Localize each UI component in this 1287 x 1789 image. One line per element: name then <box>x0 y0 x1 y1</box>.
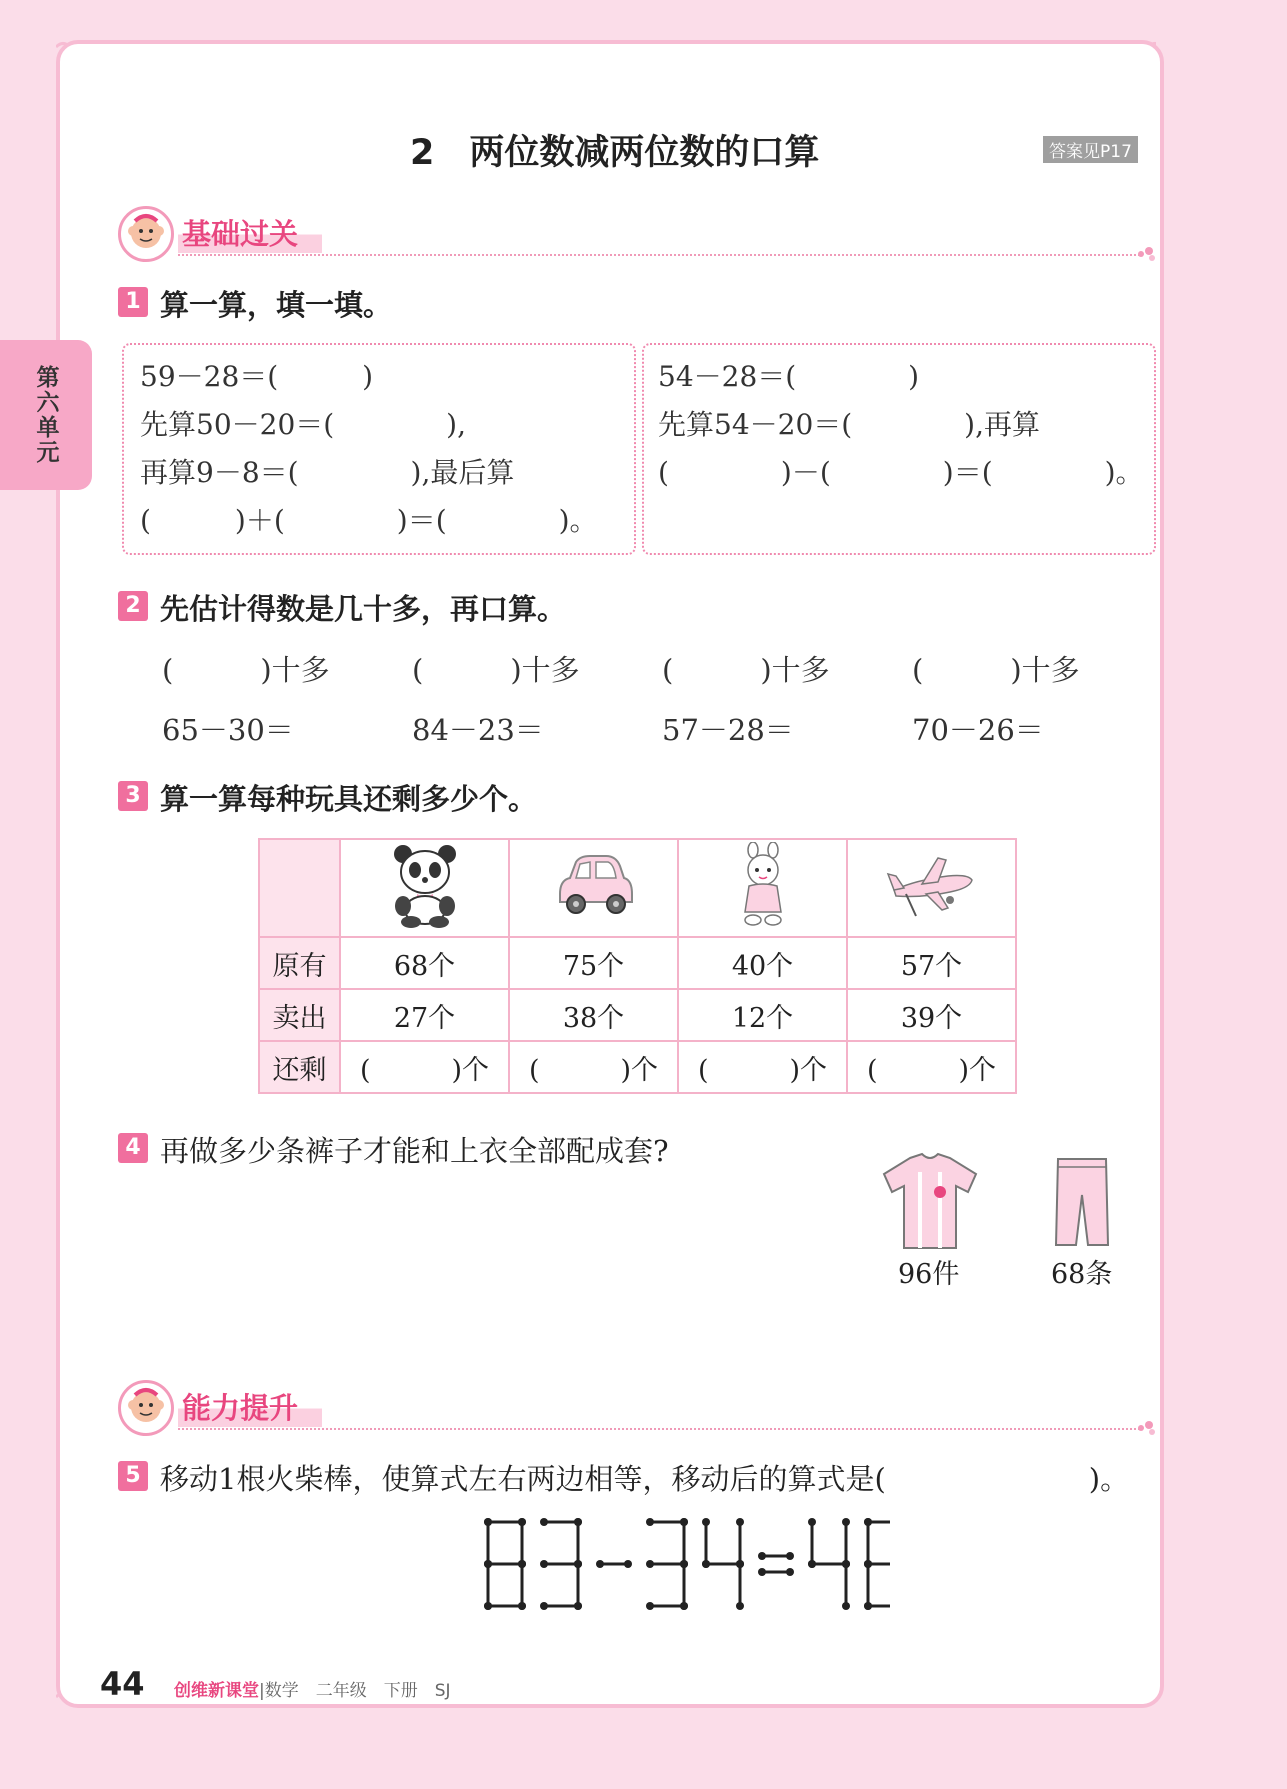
matchstick-head <box>808 1560 816 1568</box>
brand-name: 创维新课堂 <box>174 1681 259 1701</box>
matchstick-equation-figure <box>480 1512 890 1622</box>
shirt-count-label: 96件 <box>898 1259 960 1290</box>
book-info: |数学 二年级 下册 SJ <box>259 1681 451 1701</box>
section-header-advanced <box>118 1378 1158 1434</box>
row-header: 还剩 <box>259 1041 340 1093</box>
table-cell: 68个 <box>340 937 509 989</box>
shirt-icon <box>880 1152 980 1252</box>
estimate-blank[interactable]: ( )十多 <box>412 653 580 687</box>
question-text: 算一算每种玩具还剩多少个。 <box>160 782 538 816</box>
question-text: 算一算，填一填。 <box>160 288 393 322</box>
matchstick-head <box>574 1560 582 1568</box>
table-cell: 57个 <box>847 937 1016 989</box>
matchstick-head <box>646 1560 654 1568</box>
matchstick-head <box>518 1602 526 1610</box>
matchstick-head <box>680 1560 688 1568</box>
table-cell: 27个 <box>340 989 509 1041</box>
q1-line: 54－28＝( ) <box>658 360 920 393</box>
answer-reference-badge: 答案见P17 <box>1043 136 1138 163</box>
panda-icon <box>387 842 463 928</box>
decor-dots-icon <box>1136 246 1158 262</box>
q1-line: 先算50－20＝( ), <box>140 408 467 441</box>
table-cell: 39个 <box>847 989 1016 1041</box>
pants-icon <box>1052 1155 1112 1251</box>
subtraction-problem: 57－28＝ <box>662 713 794 747</box>
matchstick-head <box>680 1602 688 1610</box>
section-divider <box>178 1428 1140 1430</box>
toy-image-cell <box>509 839 678 937</box>
matchstick-head <box>842 1518 850 1526</box>
estimate-blank[interactable]: ( )十多 <box>912 653 1080 687</box>
matchstick-head <box>786 1552 794 1560</box>
toy-car-icon <box>554 850 634 920</box>
question-number: 2 <box>118 591 148 621</box>
matchstick-head <box>646 1518 654 1526</box>
matchstick-head <box>786 1568 794 1576</box>
q1-line: ( )－( )＝( )。 <box>658 456 1144 489</box>
matchstick-head <box>758 1552 766 1560</box>
matchstick-head <box>484 1518 492 1526</box>
toy-table <box>258 838 1017 1094</box>
matchstick-head <box>518 1518 526 1526</box>
subtraction-problem: 70－26＝ <box>912 713 1044 747</box>
toy-image-cell <box>340 839 509 937</box>
page-title: 2 两位数减两位数的口算 <box>410 133 820 173</box>
question-number: 5 <box>118 1461 148 1491</box>
question-number: 4 <box>118 1133 148 1163</box>
matchstick-head <box>574 1518 582 1526</box>
question-number: 1 <box>118 287 148 317</box>
matchstick-head <box>736 1518 744 1526</box>
q1-left-box <box>122 343 636 555</box>
matchstick-head <box>518 1560 526 1568</box>
toy-image-cell <box>847 839 1016 937</box>
answer-blank-cell[interactable]: ( )个 <box>678 1041 847 1093</box>
table-cell: 40个 <box>678 937 847 989</box>
matchstick-head <box>624 1560 632 1568</box>
table-cell: 75个 <box>509 937 678 989</box>
subtraction-problem: 65－30＝ <box>162 713 294 747</box>
estimate-blank[interactable]: ( )十多 <box>662 653 830 687</box>
toy-image-cell <box>678 839 847 937</box>
answer-blank-cell[interactable]: ( )个 <box>340 1041 509 1093</box>
matchstick-head <box>842 1602 850 1610</box>
estimate-blank[interactable]: ( )十多 <box>162 653 330 687</box>
matchstick-head <box>540 1518 548 1526</box>
unit-label: 第六单元 <box>32 365 59 465</box>
question-text: 再做多少条裤子才能和上衣全部配成套? <box>160 1134 669 1168</box>
matchstick-head <box>864 1560 872 1568</box>
matchstick-head <box>864 1518 872 1526</box>
answer-blank-cell[interactable]: ( )个 <box>509 1041 678 1093</box>
q1-line: 59－28＝( ) <box>140 360 374 393</box>
matchstick-head <box>484 1602 492 1610</box>
matchstick-head <box>736 1602 744 1610</box>
question-text: 先估计得数是几十多，再口算。 <box>160 592 567 626</box>
monkey-mascot-icon <box>118 206 174 262</box>
matchstick-head <box>680 1518 688 1526</box>
monkey-mascot-icon <box>118 1380 174 1436</box>
q1-line: 再算9－8＝( ),最后算 <box>140 456 515 489</box>
matchstick-head <box>540 1560 548 1568</box>
answer-blank-cell[interactable]: ( )个 <box>847 1041 1016 1093</box>
table-cell: 38个 <box>509 989 678 1041</box>
matchstick-head <box>540 1602 548 1610</box>
matchstick-head <box>574 1602 582 1610</box>
matchstick-head <box>702 1518 710 1526</box>
matchstick-head <box>736 1560 744 1568</box>
footer-info <box>174 1676 451 1701</box>
matchstick-head <box>808 1518 816 1526</box>
unit-side-tab <box>0 340 92 490</box>
page-number: 44 <box>100 1665 145 1703</box>
matchstick-head <box>758 1568 766 1576</box>
matchstick-head <box>484 1560 492 1568</box>
q1-line: ( )＋( )＝( )。 <box>140 504 598 537</box>
question-number: 3 <box>118 781 148 811</box>
matchstick-head <box>842 1560 850 1568</box>
row-header: 卖出 <box>259 989 340 1041</box>
section-title: 基础过关 <box>178 212 322 253</box>
pants-count-label: 68条 <box>1051 1259 1113 1290</box>
q1-right-box <box>642 343 1156 555</box>
toy-plane-icon <box>886 850 978 920</box>
q1-line: 先算54－20＝( ),再算 <box>658 408 1041 441</box>
doll-icon <box>735 842 791 928</box>
matchstick-head <box>702 1560 710 1568</box>
row-header: 原有 <box>259 937 340 989</box>
table-cell: 12个 <box>678 989 847 1041</box>
section-divider <box>178 254 1140 256</box>
section-header-basic <box>118 204 1158 260</box>
section-title: 能力提升 <box>178 1386 322 1427</box>
matchstick-head <box>864 1602 872 1610</box>
matchstick-head <box>646 1602 654 1610</box>
matchstick-head <box>596 1560 604 1568</box>
table-corner-cell <box>259 839 340 937</box>
question-text: 移动1根火柴棒，使算式左右两边相等，移动后的算式是( )。 <box>160 1462 1130 1496</box>
subtraction-problem: 84－23＝ <box>412 713 544 747</box>
decor-dots-icon <box>1136 1420 1158 1436</box>
